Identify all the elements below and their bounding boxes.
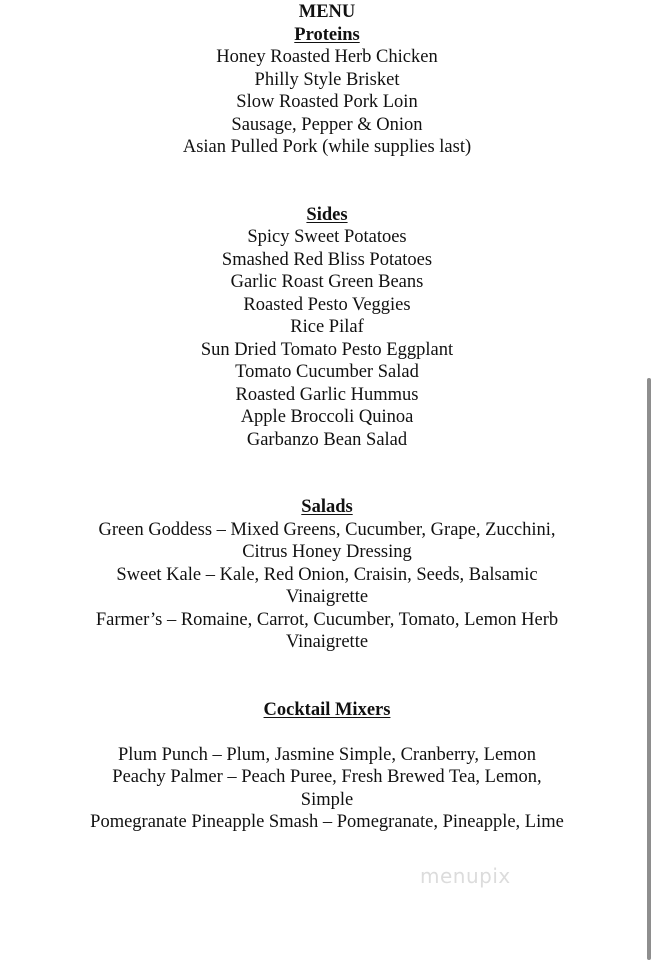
protein-item: Honey Roasted Herb Chicken bbox=[216, 47, 438, 67]
section-spacer bbox=[0, 676, 654, 699]
salads-heading: Salads bbox=[301, 497, 353, 517]
menu-title: MENU bbox=[298, 2, 356, 22]
protein-item: Slow Roasted Pork Loin bbox=[236, 92, 418, 112]
salad-line: Sweet Kale – Kale, Red Onion, Craisin, Seeds, Balsamic bbox=[116, 564, 538, 585]
section-spacer bbox=[0, 181, 654, 204]
proteins-heading: Proteins bbox=[294, 24, 360, 45]
protein-item: Sausage, Pepper & Onion bbox=[231, 114, 423, 135]
salad-line: Farmer’s – Romaine, Carrot, Cucumber, Tomato, Lemon Herb bbox=[95, 609, 559, 630]
salad-line: Citrus Honey Dressing bbox=[242, 542, 412, 562]
salad-line: Green Goddess – Mixed Greens, Cucumber, Grape, Zucchini, bbox=[98, 519, 556, 540]
side-item: Garbanzo Bean Salad bbox=[246, 429, 408, 450]
side-item: Sun Dried Tomato Pesto Eggplant bbox=[200, 339, 454, 360]
side-item: Garlic Roast Green Beans bbox=[230, 272, 424, 292]
cocktail-line: Plum Punch – Plum, Jasmine Simple, Cranberry, Lemon bbox=[117, 744, 537, 765]
side-item: Apple Broccoli Quinoa bbox=[240, 407, 414, 427]
cocktail-line: Peachy Palmer – Peach Puree, Fresh Brewed Tea, Lemon, bbox=[112, 767, 542, 787]
protein-item: Philly Style Brisket bbox=[254, 69, 400, 90]
vertical-scrollbar[interactable] bbox=[647, 378, 651, 960]
cocktail-mixers-heading: Cocktail Mixers bbox=[263, 699, 391, 720]
side-item: Tomato Cucumber Salad bbox=[235, 362, 419, 382]
side-item: Spicy Sweet Potatoes bbox=[247, 227, 407, 247]
side-item: Rice Pilaf bbox=[290, 317, 364, 337]
side-item: Roasted Pesto Veggies bbox=[243, 294, 411, 315]
section-spacer bbox=[0, 451, 654, 474]
section-spacer bbox=[0, 721, 654, 744]
section-spacer bbox=[0, 654, 654, 677]
side-item: Smashed Red Bliss Potatoes bbox=[221, 249, 433, 270]
side-item: Roasted Garlic Hummus bbox=[235, 384, 419, 405]
cocktail-line: Pomegranate Pineapple Smash – Pomegranate, Pineapple, Lime bbox=[90, 812, 564, 832]
protein-item: Asian Pulled Pork (while supplies last) bbox=[182, 137, 472, 157]
section-spacer bbox=[0, 159, 654, 182]
sides-heading: Sides bbox=[306, 204, 348, 225]
section-spacer bbox=[0, 474, 654, 497]
menupix-watermark: menupix bbox=[420, 864, 511, 888]
salad-line: Vinaigrette bbox=[285, 587, 369, 607]
cocktail-line: Simple bbox=[300, 789, 354, 810]
salad-line: Vinaigrette bbox=[285, 632, 369, 652]
menu-document bbox=[0, 1, 654, 834]
